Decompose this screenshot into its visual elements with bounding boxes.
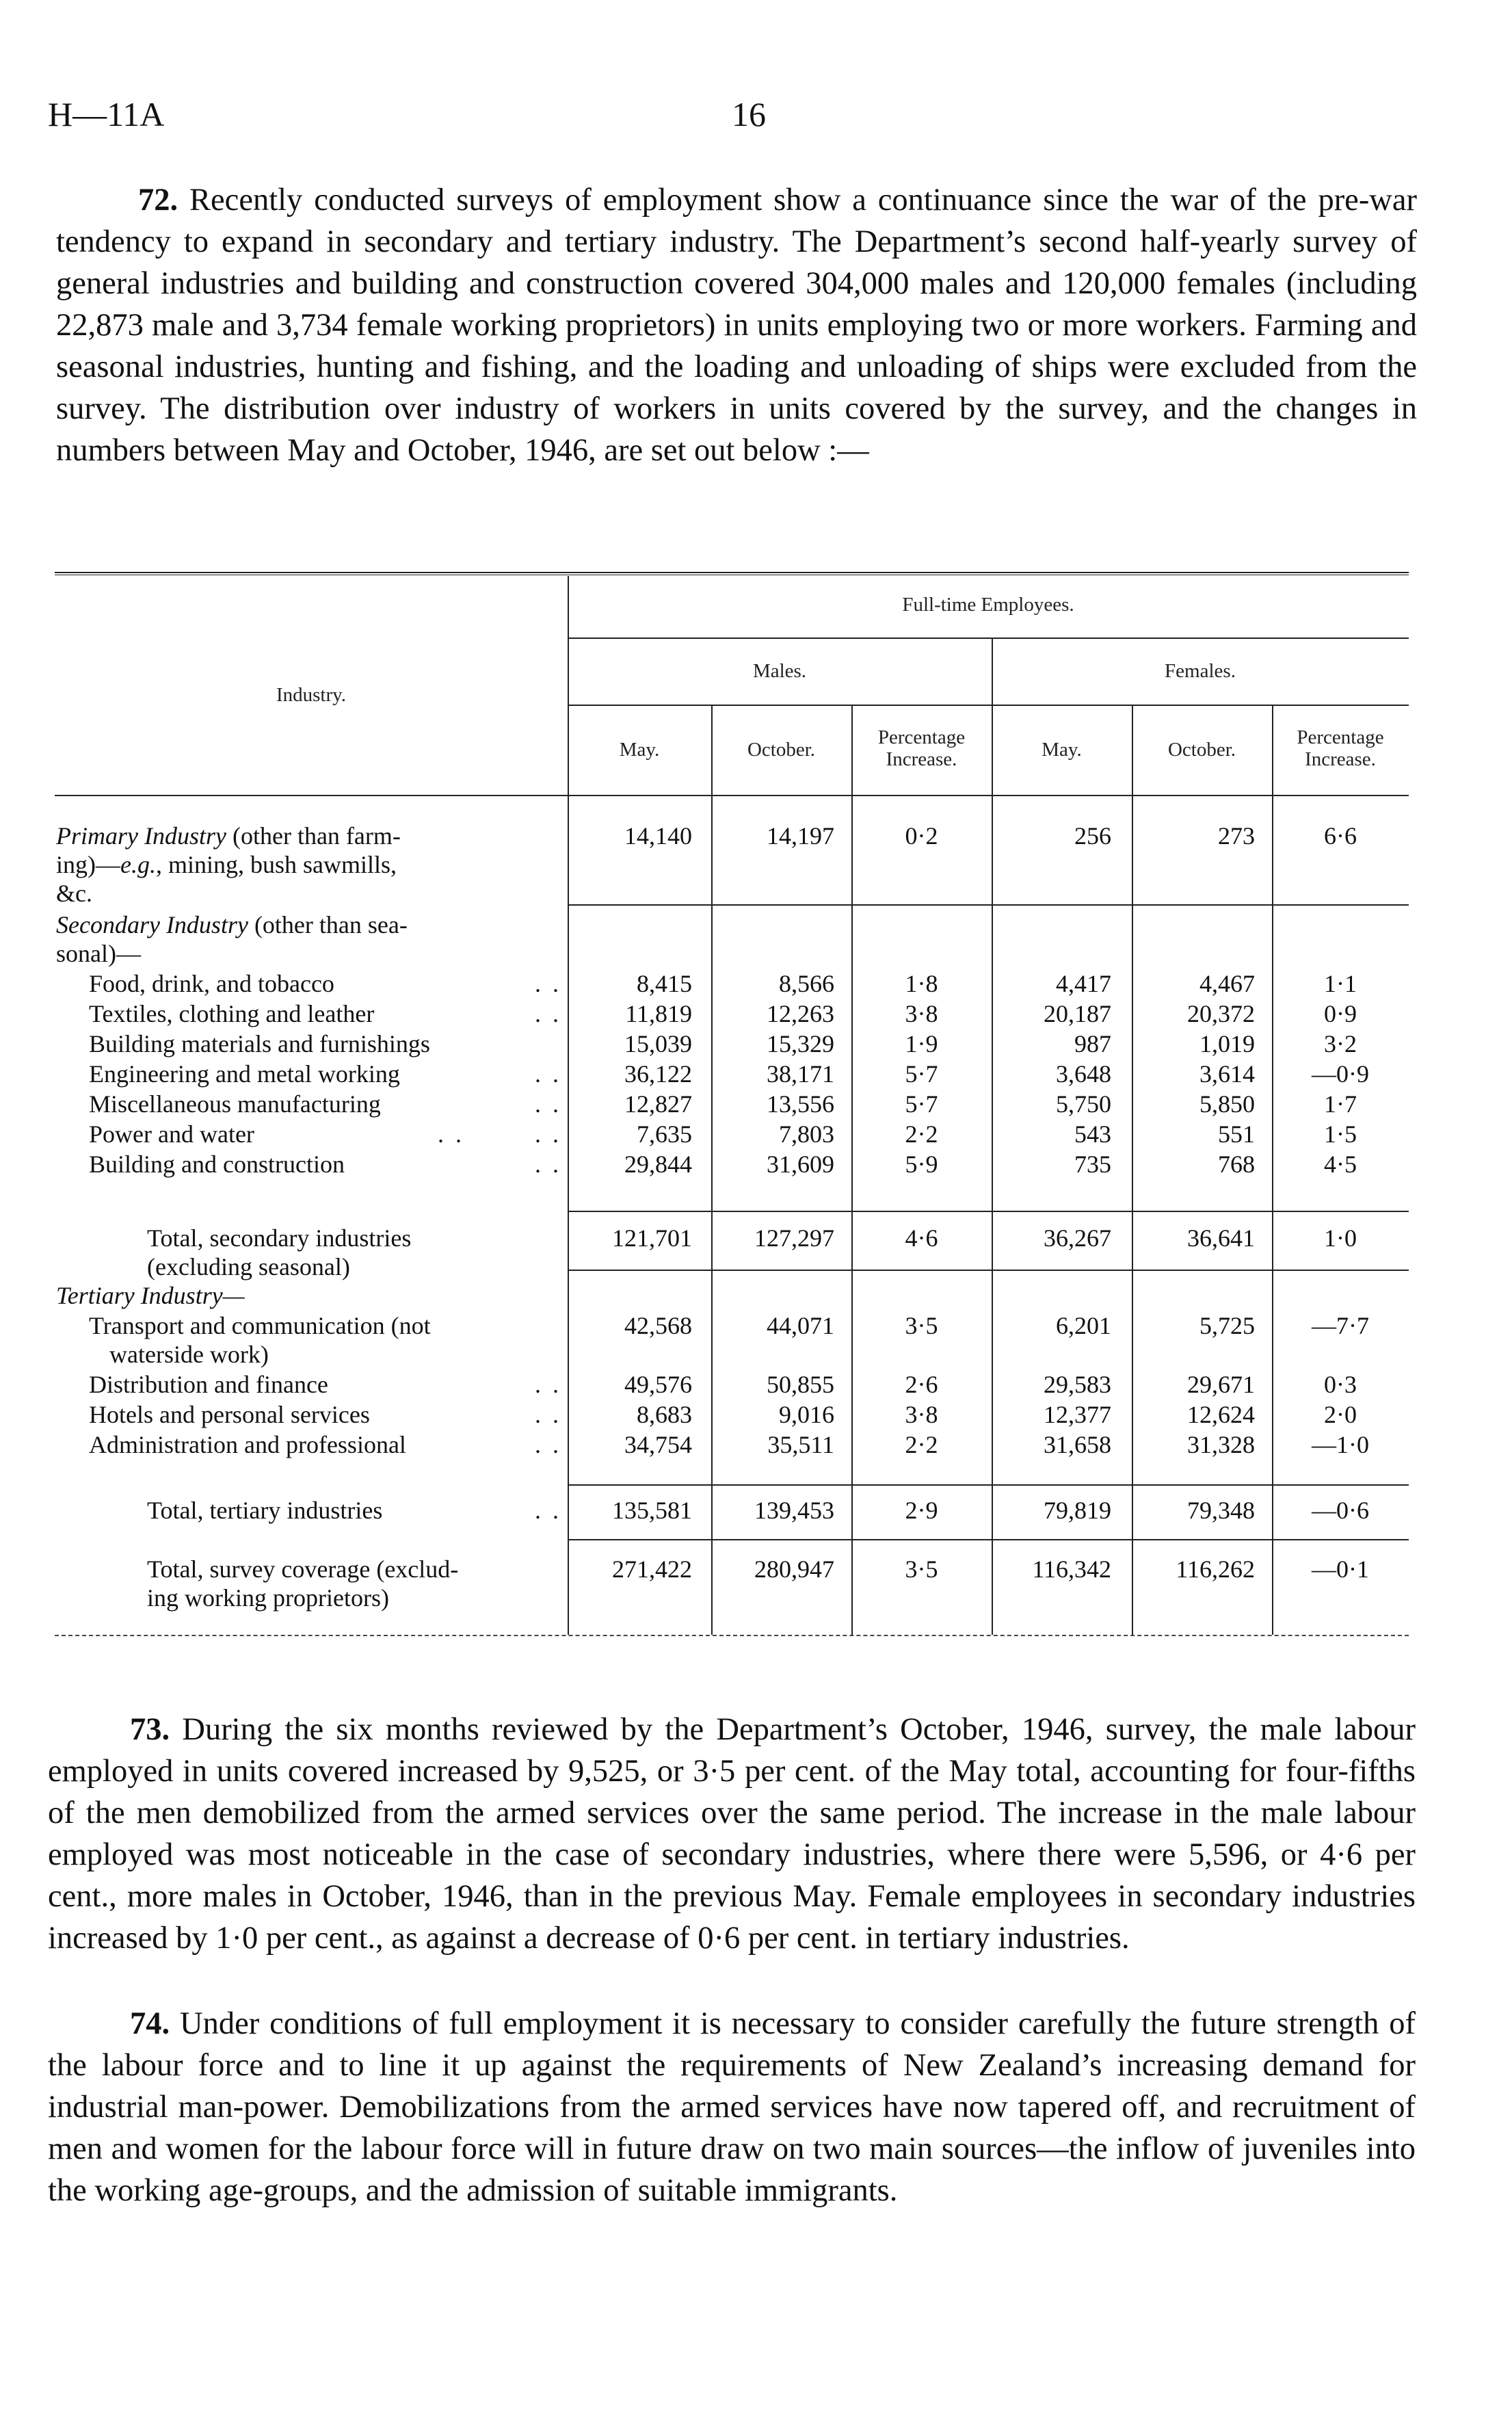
cell-males-pct: 2·2 (905, 1120, 938, 1148)
cell-males-october: 44,071 (767, 1312, 834, 1339)
table-row-total-survey (55, 1554, 1409, 1584)
header-pct-line1: Percentage (1297, 726, 1384, 748)
cell-females-october: 5,725 (1199, 1312, 1255, 1339)
rule-after-total-tertiary (568, 1539, 1409, 1540)
cell-females-october: 3,614 (1199, 1060, 1255, 1088)
cell-males-october: 50,855 (767, 1371, 834, 1398)
cell-females-october: 31,328 (1187, 1431, 1255, 1458)
paragraph-text: During the six months reviewed by the Department’s October, 1946, survey, the male labour employed in units covered increased by 9,525, or 3·5 per cent. of the May total, accounting for four-fifths of the men demobilized from the armed services over the same period. The increase in the male labour employed was most noticeable in the case of secondary industries, where there were 5,596, or 4·6 per cent., more males in October, 1946, than in the previous May. Female employees in secondary industries increased by 1·0 per cent., as against a decrease of 0·6 per cent. in tertiary industries. (48, 1712, 1416, 1956)
cell-females-pct: —0·6 (1312, 1497, 1369, 1524)
leader-dots: . . (535, 970, 561, 997)
cell-males-pct: 3·5 (905, 1312, 938, 1339)
running-head (48, 94, 1463, 142)
leader-dots: . . (535, 1151, 561, 1178)
table-row (55, 1399, 1409, 1430)
cell-males-pct: 1·9 (905, 1030, 938, 1057)
header-females-october: October. (1167, 739, 1236, 761)
col-divider-f-pct (1272, 705, 1273, 1635)
table-row-secondary-heading (55, 910, 1409, 940)
cell-females-may: 3,648 (1056, 1060, 1111, 1088)
cell-females-october: 273 (1218, 822, 1255, 850)
row-label: Total, tertiary industries (147, 1497, 383, 1524)
cell-males-october: 35,511 (767, 1431, 834, 1458)
cell-females-pct: 1·7 (1324, 1090, 1357, 1118)
table-row-total-secondary (55, 1223, 1409, 1253)
cell-males-may: 29,844 (624, 1151, 692, 1178)
leader-dots: . . (535, 1371, 561, 1398)
cell-males-pct: 2·2 (905, 1431, 938, 1458)
row-label: Food, drink, and tobacco (89, 970, 334, 997)
cell-males-october: 13,556 (767, 1090, 834, 1118)
cell-females-may: 735 (1074, 1151, 1111, 1178)
col-divider-m-oct (711, 705, 713, 1635)
cell-males-october: 38,171 (767, 1060, 834, 1088)
header-males: Males. (752, 660, 807, 682)
col-divider-m-pct (851, 705, 853, 1635)
header-pct-line1: Percentage (877, 726, 966, 748)
cell-females-may: 31,658 (1044, 1431, 1111, 1458)
cell-males-may: 42,568 (624, 1312, 692, 1339)
leader-dots: . . (535, 1090, 561, 1118)
cell-males-may: 14,140 (624, 822, 692, 850)
paragraph-number: 73. (130, 1712, 170, 1747)
table-row-transport (55, 1311, 1409, 1341)
cell-males-october: 31,609 (767, 1151, 834, 1178)
cell-females-may: 79,819 (1044, 1497, 1111, 1524)
table-row (55, 1029, 1409, 1059)
table-top-rule (55, 572, 1409, 573)
cell-males-pct: 2·6 (905, 1371, 938, 1398)
row-label: Tertiary Industry— (56, 1282, 245, 1309)
col-divider-females (992, 638, 993, 1635)
table-row (55, 1089, 1409, 1119)
cell-males-pct: 5·7 (905, 1090, 938, 1118)
cell-females-pct: —1·0 (1312, 1431, 1369, 1458)
cell-females-may: 987 (1074, 1030, 1111, 1057)
row-label: ing working proprietors) (147, 1584, 389, 1612)
paragraph-text: Recently conducted surveys of employment show a continuance since the war of the pre-war tendency to expand in secondary and tertiary industry. The Department’s second half-yearly survey of general industries and building and construction covered 304,000 males and 120,000 females (including 22,873 male and 3,734 female working proprietors) in units employing two or more workers. Farming and seasonal industries, hunting and fishing, and the loading and unloading of ships were excluded from the survey. The distribution over industry of workers in units covered by the survey, and the changes in numbers between May and October, 1946, are set out below :— (56, 183, 1418, 468)
cell-females-october: 36,641 (1187, 1224, 1255, 1252)
row-label: Textiles, clothing and leather (89, 1000, 375, 1027)
row-label: ing)—e.g., mining, bush sawmills, (56, 851, 397, 878)
row-label: Total, secondary industries (147, 1224, 412, 1252)
cell-males-october: 15,329 (767, 1030, 834, 1057)
table-row-tertiary-heading (55, 1280, 1409, 1311)
cell-females-may: 543 (1074, 1120, 1111, 1148)
cell-males-may: 15,039 (624, 1030, 692, 1057)
cell-females-october: 29,671 (1187, 1371, 1255, 1398)
cell-females-pct: 1·1 (1324, 970, 1357, 997)
cell-females-may: 29,583 (1044, 1371, 1111, 1398)
cell-males-pct: 5·7 (905, 1060, 938, 1088)
cell-females-october: 116,262 (1176, 1555, 1255, 1583)
cell-females-may: 5,750 (1056, 1090, 1111, 1118)
row-label: Primary Industry (other than farm- (56, 822, 401, 850)
cell-males-october: 12,263 (767, 1000, 834, 1027)
leader-dots: . . (535, 1497, 561, 1524)
table-row-transport-line2 (55, 1339, 1409, 1369)
row-label: Building materials and furnishings (89, 1030, 430, 1057)
table-row (55, 1369, 1409, 1399)
cell-males-pct: 5·9 (905, 1151, 938, 1178)
cell-males-may: 11,819 (625, 1000, 692, 1027)
table-row (55, 999, 1409, 1029)
cell-males-may: 12,827 (624, 1090, 692, 1118)
table-row-total-tertiary (55, 1495, 1409, 1525)
cell-females-pct: 0·9 (1324, 1000, 1357, 1027)
cell-females-october: 1,019 (1199, 1030, 1255, 1057)
cell-females-october: 20,372 (1187, 1000, 1255, 1027)
cell-females-october: 5,850 (1199, 1090, 1255, 1118)
cell-females-pct: 6·6 (1324, 822, 1357, 850)
header-females-may: May. (1042, 739, 1082, 761)
rule-after-primary (568, 904, 1409, 906)
cell-males-pct: 2·9 (905, 1497, 938, 1524)
cell-females-october: 768 (1218, 1151, 1255, 1178)
rule-before-total-tertiary (568, 1484, 1409, 1486)
row-label: Engineering and metal working (89, 1060, 400, 1088)
page-number: 16 (732, 95, 766, 133)
table-row-primary-line2 (55, 850, 1409, 880)
cell-males-may: 271,422 (612, 1555, 692, 1583)
table-row (55, 1149, 1409, 1179)
rule-before-total-secondary (568, 1211, 1409, 1212)
rule-under-sex (568, 705, 1409, 706)
table-row-total-survey-line2 (55, 1583, 1409, 1613)
table-row-primary (55, 821, 1409, 851)
cell-females-may: 4,417 (1056, 970, 1111, 997)
leader-dots: . . (535, 1000, 561, 1027)
cell-females-pct: —7·7 (1312, 1312, 1369, 1339)
header-pct-line2: Increase. (1305, 748, 1376, 770)
cell-males-pct: 1·8 (905, 970, 938, 997)
leader-dots: . . (535, 1060, 561, 1088)
cell-females-pct: 1·0 (1324, 1224, 1357, 1252)
leader-dots: . . (438, 1120, 464, 1148)
cell-females-pct: —0·1 (1312, 1555, 1369, 1583)
header-females-pct (1272, 726, 1409, 770)
cell-males-pct: 3·8 (905, 1000, 938, 1027)
rule-after-total-secondary (568, 1270, 1409, 1271)
col-divider-f-oct (1132, 705, 1133, 1635)
table-row-total-secondary-line2 (55, 1252, 1409, 1282)
row-label: Secondary Industry (other than sea- (56, 911, 408, 938)
cell-females-october: 551 (1218, 1120, 1255, 1148)
paragraph-74 (48, 2003, 1416, 2211)
table-row (55, 1430, 1409, 1460)
header-pct-line2: Increase. (886, 748, 957, 770)
header-full-time: Full-time Employees. (902, 594, 1074, 616)
row-label: (excluding seasonal) (147, 1253, 350, 1280)
row-label: Transport and communication (not (89, 1312, 431, 1339)
cell-females-october: 12,624 (1187, 1401, 1255, 1428)
row-label: Administration and professional (89, 1431, 406, 1458)
paragraph-number: 74. (130, 2006, 170, 2041)
row-label: sonal)— (56, 940, 141, 967)
row-label: waterside work) (109, 1341, 269, 1368)
header-males-pct (851, 726, 992, 770)
cell-males-october: 139,453 (754, 1497, 834, 1524)
paragraph-73 (48, 1709, 1416, 1959)
cell-females-may: 116,342 (1032, 1555, 1111, 1583)
table-row-secondary-heading-line2 (55, 938, 1409, 969)
cell-females-may: 36,267 (1044, 1224, 1111, 1252)
cell-females-pct: 3·2 (1324, 1030, 1357, 1057)
row-label: &c. (56, 880, 92, 907)
cell-females-pct: —0·9 (1312, 1060, 1369, 1088)
cell-females-may: 6,201 (1056, 1312, 1111, 1339)
cell-males-may: 8,415 (637, 970, 692, 997)
paragraph-72 (56, 179, 1417, 471)
table-row (55, 1059, 1409, 1089)
row-label: Distribution and finance (89, 1371, 328, 1398)
cell-males-may: 49,576 (624, 1371, 692, 1398)
cell-males-may: 36,122 (624, 1060, 692, 1088)
cell-males-may: 8,683 (637, 1401, 692, 1428)
cell-females-pct: 2·0 (1324, 1401, 1357, 1428)
header-males-october: October. (747, 739, 816, 761)
cell-males-may: 7,635 (637, 1120, 692, 1148)
header-females: Females. (1165, 660, 1236, 682)
cell-females-october: 79,348 (1187, 1497, 1255, 1524)
cell-males-october: 7,803 (779, 1120, 834, 1148)
leader-dots: . . (535, 1120, 561, 1148)
rule-under-fulltime (568, 638, 1409, 639)
cell-males-october: 14,197 (767, 822, 834, 850)
document-code: H—11A (48, 95, 165, 133)
paragraph-text: Under conditions of full employment it is necessary to consider carefully the future strength of the labour force and to line it up against the requirements of New Zealand’s increasing demand for industrial man-power. Demobilizations from the armed services have now tapered off, and recruitment of men and women for the labour force will in future draw on two main sources—the inflow of juveniles into the working age-groups, and the admission of suitable immigrants. (48, 2006, 1416, 2208)
cell-females-pct: 0·3 (1324, 1371, 1357, 1398)
cell-males-may: 34,754 (624, 1431, 692, 1458)
row-label: Miscellaneous manufacturing (89, 1090, 381, 1118)
cell-females-october: 4,467 (1199, 970, 1255, 997)
paragraph-number: 72. (138, 183, 178, 218)
cell-males-october: 127,297 (754, 1224, 834, 1252)
table-row (55, 1119, 1409, 1149)
cell-males-pct: 3·5 (905, 1555, 938, 1583)
cell-males-october: 9,016 (779, 1401, 834, 1428)
table-row-primary-line3 (55, 878, 1409, 908)
cell-females-may: 20,187 (1044, 1000, 1111, 1027)
cell-males-pct: 3·8 (905, 1401, 938, 1428)
cell-males-pct: 4·6 (905, 1224, 938, 1252)
row-label: Building and construction (89, 1151, 345, 1178)
cell-females-may: 256 (1074, 822, 1111, 850)
cell-females-pct: 1·5 (1324, 1120, 1357, 1148)
cell-males-october: 8,566 (779, 970, 834, 997)
cell-females-pct: 4·5 (1324, 1151, 1357, 1178)
cell-females-may: 12,377 (1044, 1401, 1111, 1428)
leader-dots: . . (535, 1431, 561, 1458)
row-label: Total, survey coverage (exclud- (147, 1555, 459, 1583)
cell-males-pct: 0·2 (905, 822, 938, 850)
leader-dots: . . (535, 1401, 561, 1428)
row-label: Power and water (89, 1120, 254, 1148)
table-bottom-rule (55, 1635, 1409, 1636)
col-divider-industry (568, 576, 569, 1635)
cell-males-may: 135,581 (612, 1497, 692, 1524)
cell-males-may: 121,701 (612, 1224, 692, 1252)
rule-under-header (55, 795, 1409, 796)
cell-males-october: 280,947 (754, 1555, 834, 1583)
table-row (55, 969, 1409, 999)
header-males-may: May. (619, 739, 660, 761)
header-industry: Industry. (276, 684, 347, 706)
row-label: Hotels and personal services (89, 1401, 370, 1428)
